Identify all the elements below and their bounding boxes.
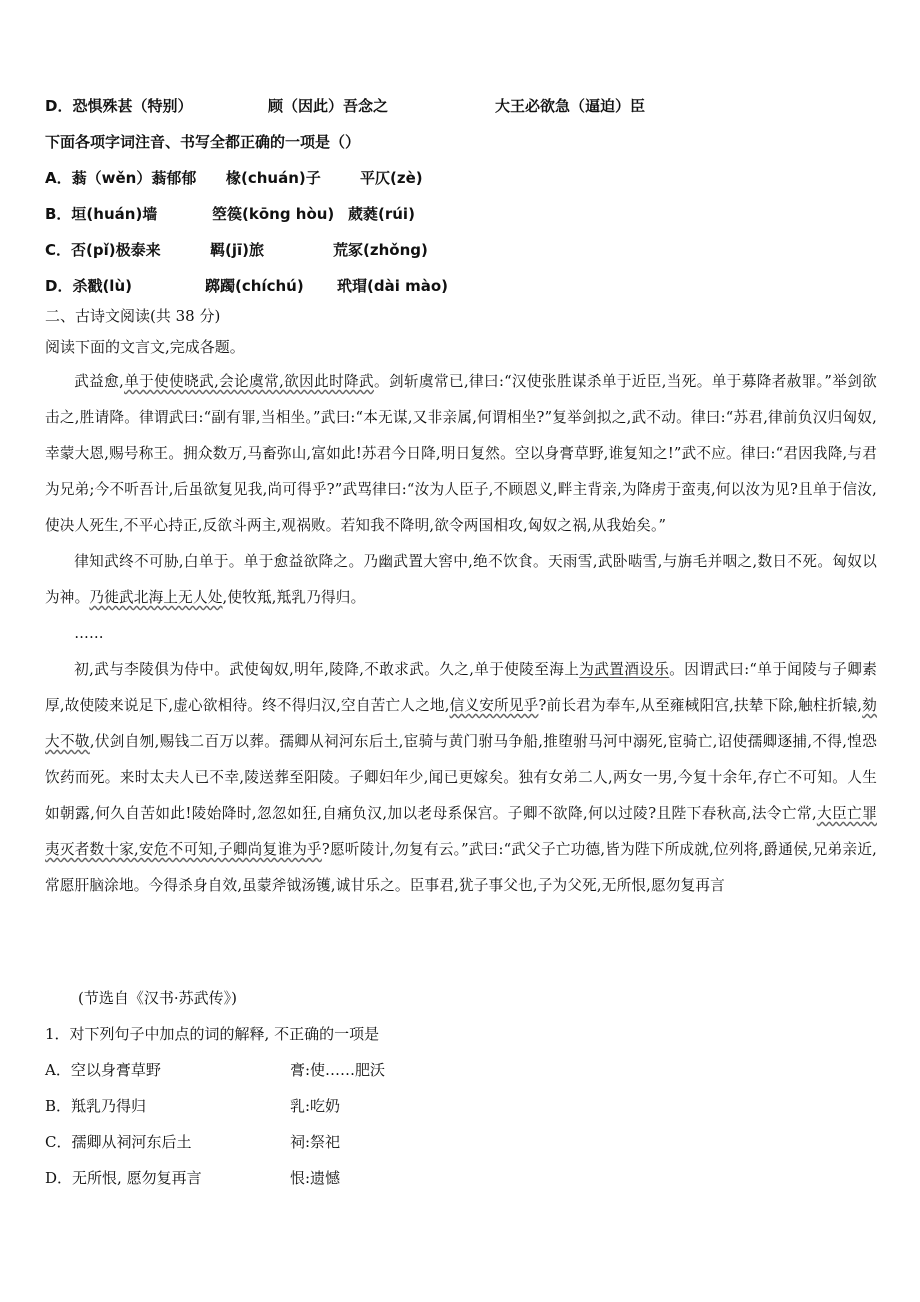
q1-option-c-gloss: 祠:祭祀 [290,1133,341,1151]
option-d2-part-c: 玳瑁(dài mào) [337,277,448,295]
p1-text-0: 武益愈, [74,373,124,390]
option-d-part-a: D．恐惧殊甚（特别） [45,97,193,115]
passage-ellipsis [45,616,877,652]
passage-paragraph-2 [45,544,877,616]
p2-underlined-1: 乃徙武北海上无人处 [89,589,223,606]
p3-underlined-4: 大臣亡罪夷灭者数十家,安危不可知,子卿尚复谁为乎 [45,805,877,858]
passage [45,364,877,904]
q1-option-a-gloss: 膏:使……肥沃 [290,1061,386,1079]
option-c-part-b: 羁(jī)旅 [210,241,264,259]
option-c-part-a: C．否(pǐ)极泰来 [45,241,161,259]
p1-text-1: 。剑斩虞常已,律曰:“汉使张胜谋杀单于近臣,当死。单于募降者赦罪。”举剑欲击之,胜请降。律谓武曰:“副有罪,当相坐。”武曰:“本无谋,又非亲属,何谓相坐?”复举剑拟之,武不动。律曰:“苏君,律前负汉归匈奴,幸蒙大恩,赐号称王。拥众数万,马畜弥山,富如此!苏君今日降,明日复然。空以身膏草野,谁复知之!”武不应。律曰:“君因我降,与君为兄弟;今不听吾计,后虽欲复见我,尚可得乎?”武骂律曰:“汝为人臣子,不顾恩义,畔主背亲,为降虏于蛮夷,何以汝为见?且单于信汝,使决人死生,不平心持正,反欲斗两主,观祸败。若知我不降明,欲令两国相攻,匈奴之祸,从我始矣。” [45,373,877,534]
q1-option-d-sentence: D．无所恨, 愿勿复再言 [45,1169,202,1187]
option-b-part-a: B．垣(huán)墙 [45,205,158,223]
q1-option-b-gloss: 乳:吃奶 [290,1097,341,1115]
option-d2-part-b: 踯躅(chíchú) [205,277,304,295]
q1-option-d-gloss: 恨:遗憾 [290,1169,341,1187]
section-heading-text: 二、古诗文阅读(共 38 分) [45,307,221,325]
option-a-part-b: 椽(chuán)子 [226,169,321,187]
pinyin-stem-text: 下面各项字词注音、书写全都正确的一项是（） [45,133,361,151]
section-instruction-text: 阅读下面的文言文,完成各题。 [45,338,245,356]
passage-paragraph-1 [45,364,877,544]
passage-paragraph-3 [45,652,877,904]
p3-text-1: 。因谓武曰:“单于闻陵与子卿素厚,故使陵来说足下,虚心欲相待。终不得归汉,空自苦亡人之地, [45,661,877,714]
question-1-stem-text: 1．对下列句子中加点的词的解释, 不正确的一项是 [45,1025,380,1043]
p3-underlined-1: 为武置酒设乐 [579,661,670,678]
q1-option-a-sentence: A．空以身膏草野 [45,1061,161,1079]
ellipsis-text: …… [74,625,104,642]
p2-text-0: 律知武终不可胁,白单于。单于愈益欲降之。乃幽武置大窖中,绝不饮食。天雨雪,武卧啮雪,与旃毛并咽之,数日不死。匈奴以为神。 [45,553,877,606]
q1-option-c-sentence: C．孺卿从祠河东后土 [45,1133,192,1151]
option-d-part-b: 顾（因此）吾念之 [268,97,389,115]
option-b-part-c: 葳蕤(rúi) [348,205,415,223]
option-a-part-c: 平仄(zè) [360,169,423,187]
option-d2-part-a: D．杀戳(lù) [45,277,132,295]
p3-underlined-3: 劾大不敬 [45,697,878,750]
option-a-part-a: A．蓊（wěn）蓊郁郁 [45,169,197,187]
option-d-part-c: 大王必欲急（逼迫）臣 [495,97,646,115]
option-c-part-c: 荒冢(zhǒng) [333,241,428,259]
q1-option-b-sentence: B．羝乳乃得归 [45,1097,147,1115]
p1-underlined-1: 单于使使晓武,会论虞常,欲因此时降武 [124,373,375,390]
p3-underlined-2: 信义安所见乎 [449,697,539,714]
p3-text-2: ?前长君为奉车,从至雍棫阳宫,扶辇下除,触柱折辕, [538,697,863,714]
p3-text-4: ?愿听陵计,勿复有云。”武曰:“武父子亡功德,皆为陛下所成就,位列将,爵通侯,兄弟亲近,常愿肝脑涂地。今得杀身自效,虽蒙斧钺汤镬,诚甘乐之。臣事君,犹子事父也,子为父死,无所恨,愿勿复再言 [45,841,878,894]
p3-text-3: ,伏剑自刎,赐钱二百万以葬。孺卿从祠河东后土,宦骑与黄门驸马争船,推堕驸马河中溺死,宦骑亡,诏使孺卿逐捕,不得,惶恐饮药而死。来时太夫人已不幸,陵送葬至阳陵。子卿妇年少,闻已更嫁矣。独有女弟二人,两女一男,今复十余年,存亡不可知。人生如朝露,何久自苦如此!陵始降时,忽忽如狂,自痛负汉,加以老母系保宫。子卿不欲降,何以过陵?且陛下春秋高,法令亡常, [45,733,877,822]
passage-source-text: (节选自《汉书·苏武传》) [78,989,237,1007]
p3-text-0: 初,武与李陵俱为侍中。武使匈奴,明年,陵降,不敢求武。久之,单于使陵至海上 [74,661,580,678]
p2-text-1: ,使牧羝,羝乳乃得归。 [222,589,366,606]
option-b-part-b: 箜篌(kōng hòu) [212,205,335,223]
